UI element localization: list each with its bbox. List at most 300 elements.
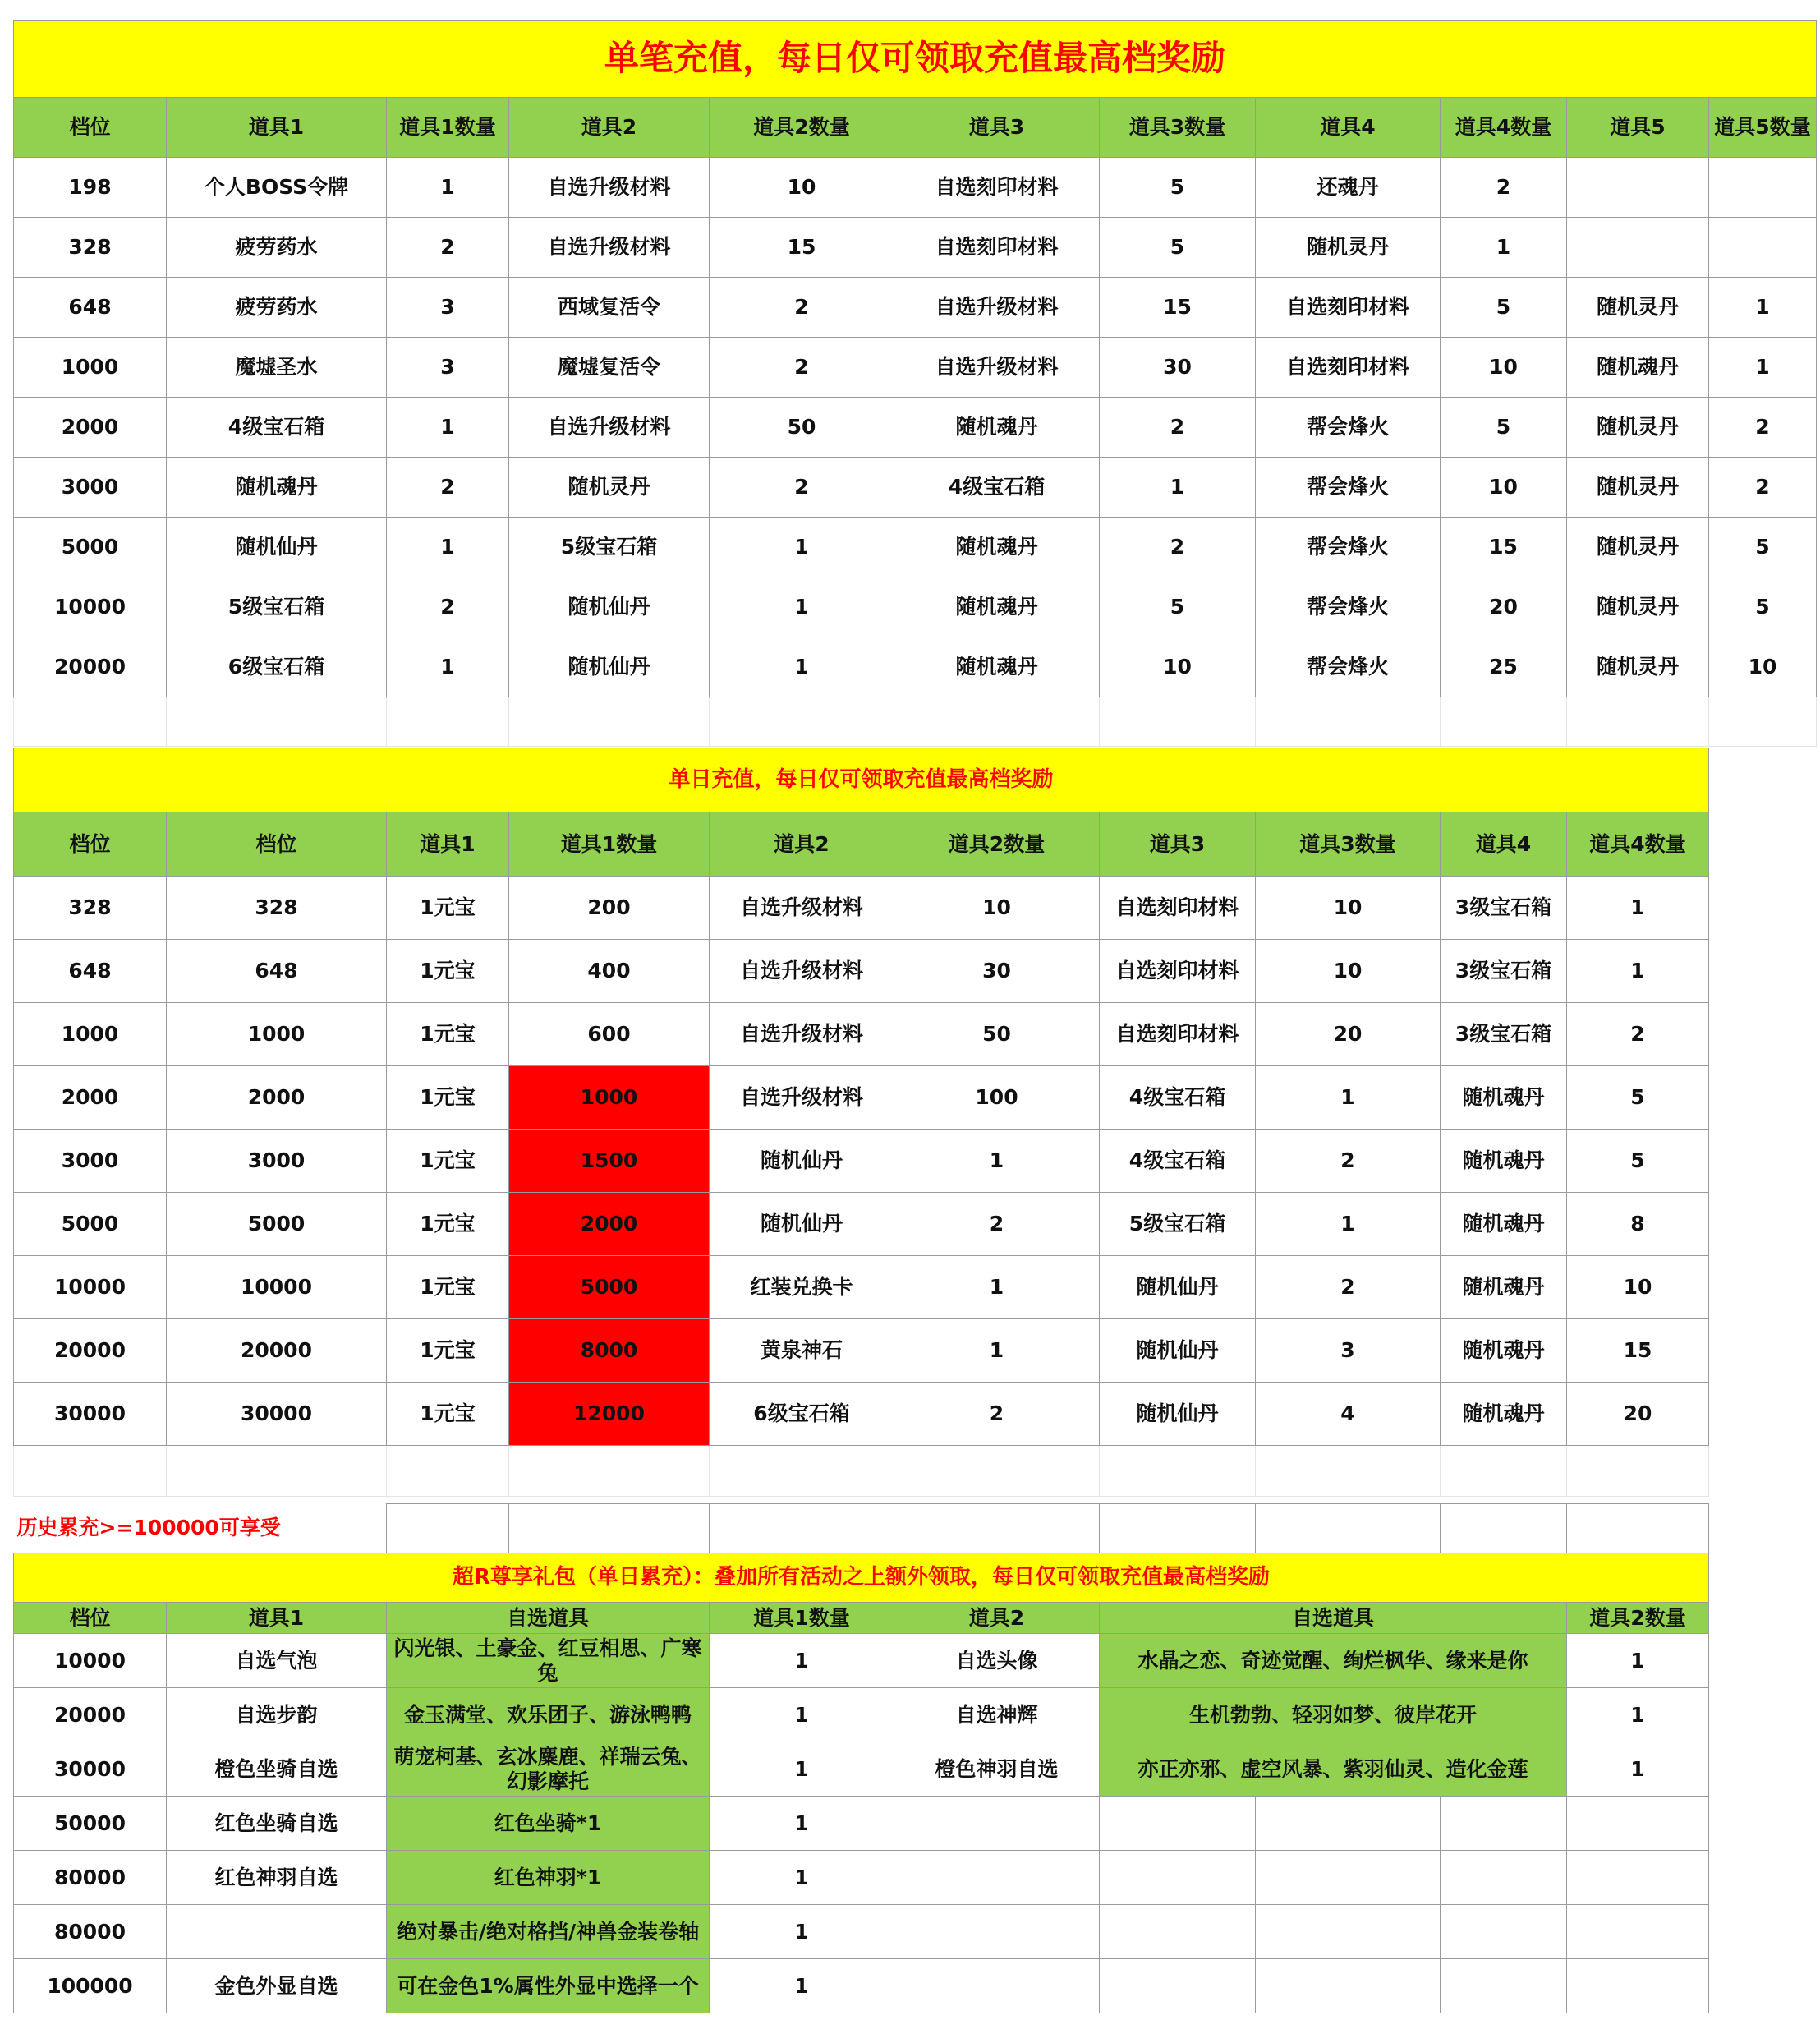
table2-header-row [14,812,1709,877]
table-cell: 黄泉神石 [710,1319,894,1383]
table1-title: 单笔充值，每日仅可领取充值最高档奖励 [14,21,1817,98]
table-cell: 2 [894,1383,1100,1446]
table-cell: 15 [710,218,894,278]
table-cell: 随机魂丹 [1441,1319,1567,1383]
table-row [14,940,1709,1003]
table-row [14,1003,1709,1066]
table-cell: 自选升级材料 [509,158,710,218]
table3-header-row [14,1603,1709,1634]
table-cell: 15 [1441,518,1567,577]
table-cell: 30 [1100,338,1256,398]
table-cell: 2000 [14,1066,167,1130]
empty-cell [1100,1797,1256,1851]
header-cell: 道具1数量 [710,1603,894,1634]
header-cell: 自选道具 [1100,1603,1567,1634]
table-cell: 6级宝石箱 [167,637,387,697]
table-cell: 1 [387,398,509,458]
empty-cell [1441,1905,1567,1959]
table-cell: 328 [14,218,167,278]
optional-items-cell: 红色坐骑*1 [387,1797,710,1851]
table-cell: 还魂丹 [1256,158,1441,218]
table-cell: 648 [167,940,387,1003]
table-cell: 随机仙丹 [710,1130,894,1193]
table-row [14,1905,1709,1959]
table-cell: 30000 [14,1383,167,1446]
table-cell: 2 [710,278,894,338]
table-cell: 328 [14,877,167,940]
single-recharge-table [13,20,1817,747]
table-cell: 10000 [14,577,167,637]
table-cell: 5 [1709,518,1817,577]
optional-items-cell: 红色神羽*1 [387,1851,710,1905]
table-cell: 随机灵丹 [509,458,710,518]
optional-items-cell: 可在金色1%属性外显中选择一个 [387,1959,710,2013]
table-cell: 帮会烽火 [1256,398,1441,458]
table-cell: 648 [14,278,167,338]
table-cell: 自选升级材料 [710,877,894,940]
table-cell: 198 [14,158,167,218]
table-cell: 5 [1709,577,1817,637]
table-cell [894,1851,1100,1905]
table-cell: 2 [1567,1003,1709,1066]
table-cell: 1 [1567,1742,1709,1797]
table-cell: 1 [894,1256,1100,1319]
table-cell [894,1959,1100,2013]
header-cell: 自选道具 [387,1603,710,1634]
table-cell: 随机灵丹 [1567,458,1709,518]
table-cell: 随机灵丹 [1567,518,1709,577]
table-row [14,577,1817,637]
table-cell: 5000 [14,1193,167,1256]
table-cell: 648 [14,940,167,1003]
table-row [14,1256,1709,1319]
table-cell: 8 [1567,1193,1709,1256]
table-cell: 自选气泡 [167,1634,387,1688]
header-cell: 道具1数量 [509,812,710,877]
table-cell: 1 [710,1959,894,2013]
table-row [14,218,1817,278]
table3-title: 超R尊享礼包（单日累充）：叠加所有活动之上额外领取，每日仅可领取充值最高档奖励 [14,1553,1709,1603]
table-cell: 10000 [14,1256,167,1319]
table-cell: 红色神羽自选 [167,1851,387,1905]
table-cell: 随机魂丹 [894,398,1100,458]
table-row [14,1797,1709,1851]
table-cell: 2000 [14,398,167,458]
empty-cell [1256,1797,1441,1851]
table-row [14,1634,1709,1688]
table-cell: 10000 [167,1256,387,1319]
optional-items-cell: 闪光银、土豪金、红豆相思、广寒兔 [387,1634,710,1688]
table-cell: 2 [387,458,509,518]
optional-items-cell: 萌宠柯基、玄冰麋鹿、祥瑞云兔、幻影摩托 [387,1742,710,1797]
table-cell: 5级宝石箱 [1100,1193,1256,1256]
table-cell: 600 [509,1003,710,1066]
optional-items-cell: 水晶之恋、奇迹觉醒、绚烂枫华、缘来是你 [1100,1634,1567,1688]
table-cell: 1 [1256,1193,1441,1256]
header-cell: 档位 [167,812,387,877]
table-cell: 2 [1256,1130,1441,1193]
header-cell: 道具3 [1100,812,1256,877]
table-cell: 自选刻印材料 [1100,1003,1256,1066]
header-cell: 道具2 [894,1603,1100,1634]
table-cell: 自选升级材料 [509,218,710,278]
table-cell [1567,218,1709,278]
table-cell: 5 [1567,1066,1709,1130]
header-cell: 道具5 [1567,98,1709,158]
table-cell: 1 [710,518,894,577]
table-cell: 自选刻印材料 [1256,278,1441,338]
table-cell: 10 [1709,637,1817,697]
table-cell: 2 [710,338,894,398]
table-cell: 随机灵丹 [1567,577,1709,637]
table-cell: 25 [1441,637,1567,697]
header-cell: 道具2数量 [1567,1603,1709,1634]
history-requirement-note: 历史累充>=100000可享受 [16,1516,281,1540]
table-cell: 5 [1567,1130,1709,1193]
table-cell: 50 [894,1003,1100,1066]
table-cell [1567,1797,1709,1851]
table-cell: 随机灵丹 [1567,278,1709,338]
table-cell: 50 [710,398,894,458]
empty-cell [1100,1905,1256,1959]
table-cell: 20000 [167,1319,387,1383]
empty-cell [1256,1905,1441,1959]
table-cell: 4级宝石箱 [167,398,387,458]
table-cell [894,1905,1100,1959]
table-cell: 1 [710,1851,894,1905]
table-cell: 20 [1256,1003,1441,1066]
table3-body [14,1634,1709,2013]
table-cell [1567,1851,1709,1905]
spacer-row [14,697,1817,747]
table-cell: 随机灵丹 [1567,398,1709,458]
header-cell: 道具2数量 [710,98,894,158]
table-cell: 1 [1709,338,1817,398]
table-cell: 5000 [14,518,167,577]
header-cell: 道具3数量 [1256,812,1441,877]
table2-title: 单日充值，每日仅可领取充值最高档奖励 [14,748,1709,812]
table-cell: 5级宝石箱 [509,518,710,577]
table-cell: 15 [1567,1319,1709,1383]
table-cell [894,1797,1100,1851]
table-cell: 1 [710,577,894,637]
table-cell: 1 [1441,218,1567,278]
highlighted-cell: 1000 [509,1066,710,1130]
table-cell: 自选升级材料 [509,398,710,458]
table-cell: 魔墟复活令 [509,338,710,398]
table-cell: 20 [1567,1383,1709,1446]
table-cell: 4级宝石箱 [1100,1130,1256,1193]
table-cell: 帮会烽火 [1256,577,1441,637]
table-cell: 帮会烽火 [1256,637,1441,697]
table-cell: 2000 [167,1066,387,1130]
table-cell: 3级宝石箱 [1441,877,1567,940]
spacer-row [14,1446,1709,1497]
table-cell: 1 [387,158,509,218]
table-cell: 10 [1441,458,1567,518]
table-cell [167,1905,387,1959]
table-cell: 随机魂丹 [1441,1256,1567,1319]
table-cell: 2 [1709,398,1817,458]
table-cell: 1 [1567,1634,1709,1688]
header-cell: 道具4数量 [1567,812,1709,877]
table-row [14,1959,1709,2013]
table-cell: 帮会烽火 [1256,518,1441,577]
header-cell: 道具2 [509,98,710,158]
table-cell: 5 [1441,398,1567,458]
table-cell: 金色外显自选 [167,1959,387,2013]
table-cell: 3 [387,338,509,398]
table-cell: 3000 [14,458,167,518]
table-cell: 自选神辉 [894,1688,1100,1742]
table-cell: 2 [894,1193,1100,1256]
header-cell: 道具4数量 [1441,98,1567,158]
table-row [14,518,1817,577]
table-cell [1567,1959,1709,2013]
table-cell: 20 [1441,577,1567,637]
table-cell: 1 [710,1905,894,1959]
table-cell: 橙色坐骑自选 [167,1742,387,1797]
table-cell: 随机仙丹 [509,637,710,697]
daily-recharge-table [13,748,1709,1497]
table1-body [14,158,1817,697]
table-cell: 10 [1441,338,1567,398]
table-cell: 100 [894,1066,1100,1130]
table-row [14,338,1817,398]
highlighted-cell: 5000 [509,1256,710,1319]
table-row [14,1688,1709,1742]
table-cell: 1 [387,637,509,697]
table-row [14,1193,1709,1256]
table-cell [1709,158,1817,218]
table-cell: 1 [710,1742,894,1797]
header-cell: 道具4 [1256,98,1441,158]
table-cell: 2 [710,458,894,518]
table-cell: 2 [387,218,509,278]
header-cell: 道具1 [167,1603,387,1634]
table-cell: 橙色神羽自选 [894,1742,1100,1797]
header-cell: 道具1 [167,98,387,158]
table-cell: 1元宝 [387,1193,509,1256]
table-cell: 15 [1100,278,1256,338]
table-cell: 1 [1256,1066,1441,1130]
table-cell: 随机魂丹 [1567,338,1709,398]
table-cell: 1 [1100,458,1256,518]
table-cell: 随机仙丹 [509,577,710,637]
table-cell: 1000 [14,1003,167,1066]
table-cell: 帮会烽火 [1256,458,1441,518]
table-cell: 随机仙丹 [1100,1319,1256,1383]
table-cell: 红装兑换卡 [710,1256,894,1319]
optional-items-cell: 亦正亦邪、虚空风暴、紫羽仙灵、造化金莲 [1100,1742,1567,1797]
table-cell: 1元宝 [387,1066,509,1130]
table-cell: 200 [509,877,710,940]
empty-cell [1441,1797,1567,1851]
table2-body [14,877,1709,1446]
highlighted-cell: 12000 [509,1383,710,1446]
table-cell: 自选升级材料 [894,278,1100,338]
table-cell: 5000 [167,1193,387,1256]
table-row [14,278,1817,338]
table-cell: 2 [1100,398,1256,458]
empty-cell [1100,1959,1256,2013]
table-cell: 自选步韵 [167,1688,387,1742]
table-cell [1567,1905,1709,1959]
table-cell [1567,158,1709,218]
table-cell: 10 [1567,1256,1709,1319]
table-cell: 随机仙丹 [167,518,387,577]
table-cell: 4级宝石箱 [1100,1066,1256,1130]
table-cell: 自选刻印材料 [1100,940,1256,1003]
table-cell: 疲劳药水 [167,218,387,278]
table-cell: 1元宝 [387,1383,509,1446]
table-cell: 随机仙丹 [710,1193,894,1256]
table-cell [1709,218,1817,278]
table-cell: 1 [1709,278,1817,338]
header-cell: 道具1 [387,812,509,877]
table-cell: 2 [1256,1256,1441,1319]
table-cell: 1 [710,637,894,697]
table-cell: 疲劳药水 [167,278,387,338]
table-row [14,1383,1709,1446]
table-cell: 20000 [14,1688,167,1742]
empty-cell [1441,1959,1567,2013]
table-cell: 10 [894,877,1100,940]
optional-items-cell: 金玉满堂、欢乐团子、游泳鸭鸭 [387,1688,710,1742]
header-cell: 道具4 [1441,812,1567,877]
table-cell: 1元宝 [387,1319,509,1383]
table-cell: 1 [1567,1688,1709,1742]
table-cell: 1元宝 [387,1256,509,1319]
table-cell: 1 [894,1130,1100,1193]
table-cell: 自选刻印材料 [1256,338,1441,398]
table-cell: 随机魂丹 [1441,1066,1567,1130]
table-cell: 80000 [14,1851,167,1905]
table-cell: 西域复活令 [509,278,710,338]
table-cell: 魔墟圣水 [167,338,387,398]
table-cell: 400 [509,940,710,1003]
table-cell: 随机魂丹 [894,518,1100,577]
table-cell: 20000 [14,637,167,697]
table-cell: 随机仙丹 [1100,1256,1256,1319]
table-cell: 随机灵丹 [1567,637,1709,697]
table-cell: 自选升级材料 [710,940,894,1003]
table-cell: 1元宝 [387,1003,509,1066]
table-cell: 5 [1100,158,1256,218]
table-cell: 自选升级材料 [710,1066,894,1130]
header-cell: 档位 [14,812,167,877]
table-row [14,877,1709,940]
table-cell: 1 [710,1634,894,1688]
table-cell: 随机魂丹 [894,637,1100,697]
header-cell: 道具2 [710,812,894,877]
table-cell: 4 [1256,1383,1441,1446]
table-cell: 自选升级材料 [894,338,1100,398]
table-cell: 5 [1100,577,1256,637]
table-cell: 6级宝石箱 [710,1383,894,1446]
table-cell: 10 [1256,940,1441,1003]
header-cell: 档位 [14,1603,167,1634]
table-cell: 1 [1567,940,1709,1003]
empty-cell [1256,1959,1441,2013]
table-cell: 自选头像 [894,1634,1100,1688]
table-cell: 10 [1256,877,1441,940]
table-cell: 随机魂丹 [167,458,387,518]
table-cell: 100000 [14,1959,167,2013]
table-row [14,637,1817,697]
table-cell: 1000 [167,1003,387,1066]
table-cell: 3 [387,278,509,338]
table-row [14,1066,1709,1130]
table-cell: 1元宝 [387,940,509,1003]
table-cell: 3级宝石箱 [1441,1003,1567,1066]
highlighted-cell: 1500 [509,1130,710,1193]
table-cell: 1 [1567,877,1709,940]
header-cell: 道具5数量 [1709,98,1817,158]
table-cell: 随机魂丹 [1441,1383,1567,1446]
table-cell: 5 [1441,278,1567,338]
table-cell: 80000 [14,1905,167,1959]
table-cell: 自选刻印材料 [894,218,1100,278]
table-cell: 个人BOSS令牌 [167,158,387,218]
table-cell: 328 [167,877,387,940]
table-row [14,398,1817,458]
table-cell: 随机魂丹 [1441,1193,1567,1256]
table-cell: 20000 [14,1319,167,1383]
table-cell: 自选升级材料 [710,1003,894,1066]
table-cell: 1 [710,1688,894,1742]
table-cell: 1元宝 [387,877,509,940]
highlighted-cell: 8000 [509,1319,710,1383]
table-cell: 30 [894,940,1100,1003]
table-cell: 3 [1256,1319,1441,1383]
empty-cell [1256,1851,1441,1905]
table-cell: 1000 [14,338,167,398]
table-cell: 自选刻印材料 [894,158,1100,218]
table-cell: 2 [1709,458,1817,518]
highlighted-cell: 2000 [509,1193,710,1256]
table-cell: 2 [1100,518,1256,577]
table-cell: 5 [1100,218,1256,278]
table-cell: 5级宝石箱 [167,577,387,637]
header-cell: 道具3 [894,98,1100,158]
table-cell: 30000 [14,1742,167,1797]
table-cell: 红色坐骑自选 [167,1797,387,1851]
table-row [14,1851,1709,1905]
header-cell: 道具2数量 [894,812,1100,877]
table-cell: 2 [387,577,509,637]
optional-items-cell: 生机勃勃、轻羽如梦、彼岸花开 [1100,1688,1567,1742]
empty-cell [1441,1851,1567,1905]
table-cell: 30000 [167,1383,387,1446]
table-cell: 3000 [167,1130,387,1193]
table-row [14,1319,1709,1383]
table-cell: 1元宝 [387,1130,509,1193]
table-cell: 10000 [14,1634,167,1688]
table-cell: 1 [894,1319,1100,1383]
table-row [14,458,1817,518]
table-cell: 随机仙丹 [1100,1383,1256,1446]
header-cell: 档位 [14,98,167,158]
optional-items-cell: 绝对暴击/绝对格挡/神兽金装卷轴 [387,1905,710,1959]
table-cell: 1 [710,1797,894,1851]
table-row [14,1742,1709,1797]
table-cell: 3级宝石箱 [1441,940,1567,1003]
table1-header-row [14,98,1817,158]
empty-cell [1100,1851,1256,1905]
table-row [14,1130,1709,1193]
table-cell: 自选刻印材料 [1100,877,1256,940]
